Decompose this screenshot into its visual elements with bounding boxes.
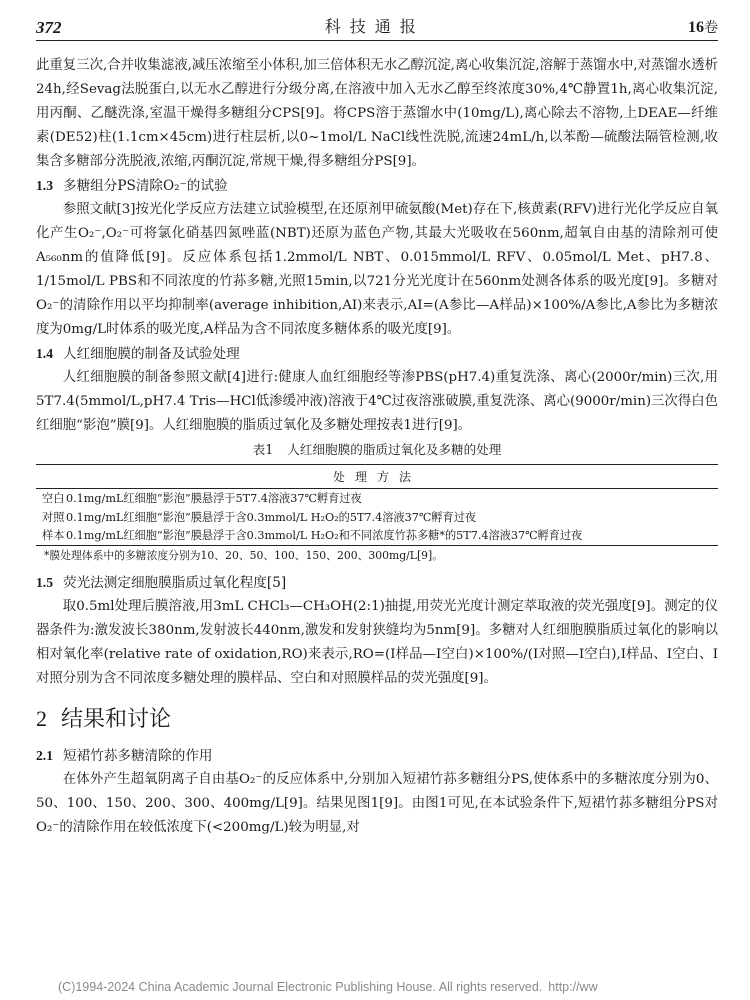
table-footnote: *膜处理体系中的多糖浓度分别为10、20、50、100、150、200、300mg/L[9]。 (44, 548, 444, 562)
row-label: 样本 (36, 526, 66, 545)
table-label: 表1 (252, 442, 274, 457)
volume-unit: 卷 (703, 20, 718, 36)
paragraph-fluorescence: 取0.5ml处理后膜溶液,用3mL CHCl₃—CH₃OH(2:1)抽提,用荧光光度计测定萃取液的荧光强度[9]。测定的仪器条件为:激发波长380nm,发射波长440nm,激发和发射狭缝均为5nm[9]。多糖对人红细胞膜脂质过氧化的影响以相对氧化率(relative rate of oxidation,RO)来表示,RO=(I样品—I空白)×100%/(I对照—I空白),I样品、I空白、I对照分别为含不同浓度多糖处理的膜样品、空白和对照膜样品的荧光强度[9]。 (36, 598, 718, 686)
section-number: 2 (36, 705, 47, 731)
paragraph-results: 在体外产生超氧阴离子自由基O₂⁻的反应体系中,分别加入短裙竹荪多糖组分PS,使体系中的多糖浓度分别为0、50、100、150、200、300、400mg/L[9]。结果见图1[9]。由图1可见,在本试验条件下,短裙竹荪多糖组分PS对O₂⁻的清除作用在较低浓度下(<200mg/L)较为明显,对 (36, 771, 718, 835)
volume-label (688, 17, 718, 40)
section-title: 结果和讨论 (61, 706, 172, 732)
section-title: 人红细胞膜的制备及试验处理 (63, 346, 240, 362)
section-title: 荧光法测定细胞膜脂质过氧化程度[5] (63, 574, 287, 591)
copyright-footer (58, 980, 604, 994)
section-title: 多糖组分PS清除O₂⁻的试验 (63, 178, 228, 194)
section-number: 1.3 (36, 178, 53, 193)
journal-name: 科技通报 (324, 17, 425, 36)
table-header: 处理方法 (36, 465, 718, 489)
table-title: 人红细胞膜的脂质过氧化及多糖的处理 (287, 442, 502, 457)
page-header (36, 14, 718, 41)
section-number: 1.4 (36, 346, 53, 361)
table-row (36, 526, 718, 545)
paragraph-extraction: 此重复三次,合并收集滤液,减压浓缩至小体积,加三倍体积无水乙醇沉淀,离心收集沉淀,溶解于蒸馏水中,对蒸馏水透析24h,经Sevag法脱蛋白,以无水乙醇进行分级分离,在溶液中加入无水乙醇至终浓度30%,4℃静置1h,离心收集沉淀,用丙酮、乙醚洗涤,室温干燥得多糖组分CPS[9]。将CPS溶于蒸馏水中(10mg/L),离心除去不溶物,上DEAE—纤维素(DE52)柱(1.1cm×45cm)进行柱层析,以0~1mol/L NaCl线性洗脱,流速24mL/h,以苯酚—硫酸法隔管检测,收集含多糖部分洗脱液,浓缩,丙酮沉淀,常规干燥,得多糖组分PS[9]。 (36, 58, 718, 169)
section-number: 2.1 (36, 747, 53, 763)
row-label: 对照 (42, 510, 65, 524)
row-label: 空白 (42, 492, 65, 506)
paragraph-membrane-prep: 人红细胞膜的制备参照文献[4]进行:健康人血红细胞经等渗PBS(pH7.4)重复洗涤、离心(2000r/min)三次,用5T7.4(5mmol/L,pH7.4 Tris—HCl低渗缓冲液)溶液于4℃过夜溶涨破膜,重复洗涤、离心(9000r/min)三次得白色红细胞“影泡”膜[9]。人红细胞膜的脂质过氧化及多糖处理按表1进行[9]。 (36, 370, 718, 433)
paragraph-superoxide-assay: 参照文献[3]按光化学反应方法建立试验模型,在还原剂甲硫氨酸(Met)存在下,核黄素(RFV)进行光化学反应自氧化产生O₂⁻,O₂⁻可将氯化硝基四氮唑蓝(NBT)还原为蓝色产物,其最大光吸收在560nm,超氧自由基的清除剂可使A₅₆₀nm的值降低[9]。反应体系包括1.2mmol/L NBT、0.015mmol/L RFV、0.05mol/L Met、pH7.8、1/15mol/L PBS和不同浓度的竹荪多糖,光照15min,以721分光光度计在560nm处测各体系的吸光度[9]。多糖对O₂⁻的清除作用以平均抑制率(average inhibition,AI)来表示,AI=(A参比—A样品)×100%/A参比,A参比为多糖浓度为0mg/L时体系的吸光度,A样品为含不同浓度多糖体系的吸光度[9]。 (36, 202, 718, 337)
treatment-table (36, 464, 718, 546)
row-text: 0.1mg/mL红细胞“影泡”膜悬浮于5T7.4溶液37℃孵育过夜 (66, 492, 362, 506)
section-number: 1.5 (36, 574, 53, 590)
section-title: 短裙竹荪多糖清除的作用 (63, 747, 213, 764)
row-text: 0.1mg/mL红细胞“影泡”膜悬浮于含0.3mmol/L H₂O₂的5T7.4溶液37℃孵育过夜 (66, 510, 477, 524)
table-row (36, 508, 718, 527)
table-caption (36, 440, 718, 460)
section-heading-2 (36, 703, 718, 736)
footer-url: http://ww (548, 980, 598, 994)
section-heading-1-4 (36, 342, 718, 366)
section-heading-1-5 (36, 571, 718, 595)
section-heading-1-3 (36, 174, 718, 198)
row-text: 0.1mg/mL红细胞“影泡”膜悬浮于含0.3mmol/L H₂O₂和不同浓度竹荪多糖*的5T7.4溶液37℃孵育过夜 (66, 526, 718, 545)
body-text (36, 54, 718, 840)
table-row (36, 489, 718, 508)
section-heading-2-1 (36, 744, 718, 768)
page-number: 372 (36, 18, 62, 37)
volume-number: 16 (687, 19, 704, 36)
copyright-text: (C)1994-2024 China Academic Journal Electronic Publishing House. All rights reserved. (58, 980, 543, 994)
